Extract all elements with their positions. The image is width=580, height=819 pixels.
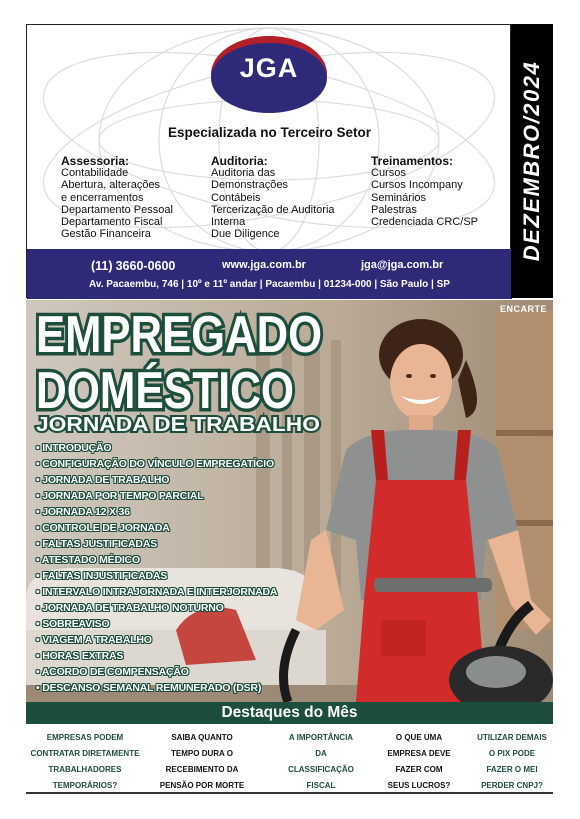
topic-item: • INTRODUÇÃO xyxy=(36,442,112,454)
highlight-line: TRABALHADORES xyxy=(48,765,122,774)
highlight-line: PENSÃO POR MORTE xyxy=(159,781,245,790)
email-link[interactable]: jga@jga.com.br xyxy=(361,259,444,271)
topic-item: • ATESTADO MÉDICO xyxy=(36,554,140,566)
highlight-item[interactable] xyxy=(26,730,144,794)
highlight-line: A IMPORTÂNCIA xyxy=(288,733,354,742)
topic-item: • CONFIGURAÇÃO DO VÍNCULO EMPREGATÍCIO xyxy=(36,458,274,470)
topic-item: • JORNADA POR TEMPO PARCIAL xyxy=(36,490,204,502)
logo-text: JGA xyxy=(239,53,299,83)
cover-photo xyxy=(26,300,553,702)
column-heading: Auditoria: xyxy=(211,154,268,168)
services-auditoria xyxy=(211,155,335,240)
highlight-item[interactable] xyxy=(366,730,472,794)
service-item: e encerramentos xyxy=(61,191,144,204)
highlight-line: CONTRATAR DIRETAMENTE xyxy=(30,749,140,758)
title-line1: EMPREGADO xyxy=(36,306,322,364)
highlight-line: TEMPO DURA O xyxy=(171,749,233,758)
service-item: Interna xyxy=(211,216,246,229)
edition-date: DEZEMBRO/2024 xyxy=(519,60,544,262)
service-item: Palestras xyxy=(371,203,417,216)
highlight-line: PERDER CNPJ? xyxy=(481,781,543,790)
service-item: Departamento Pessoal xyxy=(61,203,173,216)
cover-subtitle: JORNADA DE TRABALHO xyxy=(36,414,320,436)
topic-item: • JORNADA DE TRABALHO xyxy=(36,474,170,486)
service-item: Gestão Financeira xyxy=(61,228,151,241)
highlight-line: UTILIZAR DEMAIS xyxy=(477,733,547,742)
company-header xyxy=(26,24,511,298)
highlight-item[interactable] xyxy=(472,730,552,794)
service-item: Seminários xyxy=(371,191,427,204)
highlight-line: O QUE UMA xyxy=(395,733,443,742)
highlight-line: SAIBA QUANTO xyxy=(171,733,233,742)
address: Av. Pacaembu, 746 | 10º e 11º andar | Pacaembu | 01234-000 | São Paulo | SP xyxy=(89,279,450,290)
highlights-title: Destaques do Mês xyxy=(26,702,553,724)
highlights-row xyxy=(26,726,553,790)
service-item: Due Diligence xyxy=(211,228,280,241)
topic-item: • JORNADA DE TRABALHO NOTURNO xyxy=(36,602,224,614)
service-item: Contabilidade xyxy=(61,167,129,180)
cover-title xyxy=(32,300,332,440)
topic-item: • ACORDO DE COMPENSAÇÃO xyxy=(36,666,189,678)
service-item: Demonstrações xyxy=(211,179,289,192)
website-link[interactable]: www.jga.com.br xyxy=(222,259,306,271)
service-item: Abertura, alterações xyxy=(61,179,161,192)
topic-item: • FALTAS INJUSTIFICADAS xyxy=(36,570,168,582)
topic-item: • CONTROLE DE JORNADA xyxy=(36,522,170,534)
service-item: Contábeis xyxy=(211,191,261,204)
topic-item: • DESCANSO SEMANAL REMUNERADO (DSR) xyxy=(36,682,262,694)
highlight-line: EMPRESA DEVE xyxy=(387,749,451,758)
service-item: Tercerização de Auditoria xyxy=(211,203,335,216)
highlight-item[interactable] xyxy=(262,730,380,794)
highlight-item[interactable] xyxy=(148,730,256,794)
highlight-line: DA xyxy=(315,749,327,758)
highlight-line: CLASSIFICAÇÃO xyxy=(288,765,354,774)
encarte-badge: ENCARTE xyxy=(499,304,547,314)
phone-area: (11) xyxy=(91,259,113,273)
topic-item: • INTERVALO INTRAJORNADA E INTERJORNADA xyxy=(36,586,278,598)
bottom-rule xyxy=(26,792,553,794)
service-item: Cursos Incompany xyxy=(371,179,463,192)
highlight-line: O PIX PODE xyxy=(488,749,536,758)
topic-item: • VIAGEM A TRABALHO xyxy=(36,634,152,646)
phone-number: 3660-0600 xyxy=(115,259,176,273)
service-item: Departamento Fiscal xyxy=(61,216,163,229)
contact-bar xyxy=(27,249,512,299)
highlight-line: TEMPORÁRIOS? xyxy=(52,781,118,790)
tagline: Especializada no Terceiro Setor xyxy=(167,125,372,140)
service-item: Auditoria das xyxy=(211,167,276,180)
highlight-line: RECEBIMENTO DA xyxy=(165,765,239,774)
highlight-line: FISCAL xyxy=(306,781,336,790)
title-line2: DOMÉSTICO xyxy=(36,362,294,420)
highlight-line: FAZER COM xyxy=(395,765,443,774)
topic-item: • FALTAS JUSTIFICADAS xyxy=(36,538,158,550)
service-item: Credenciada CRC/SP xyxy=(371,216,478,229)
services-treinamentos xyxy=(371,155,478,228)
topic-item: • SOBREAVISO xyxy=(36,618,110,630)
column-heading: Assessoria: xyxy=(61,154,130,168)
highlight-line: SEUS LUCROS? xyxy=(387,781,451,790)
service-item: Cursos xyxy=(371,167,406,180)
topic-list xyxy=(36,442,277,698)
column-heading: Treinamentos: xyxy=(371,154,454,168)
date-sidebar xyxy=(511,24,553,298)
services-assessoria xyxy=(61,155,173,240)
phone[interactable] xyxy=(91,259,175,273)
highlight-line: EMPRESAS PODEM xyxy=(46,733,124,742)
topic-item: • HORAS EXTRAS xyxy=(36,650,124,662)
topic-item: • JORNADA 12 X 36 xyxy=(36,506,130,518)
highlight-line: FAZER O MEI xyxy=(486,765,538,774)
